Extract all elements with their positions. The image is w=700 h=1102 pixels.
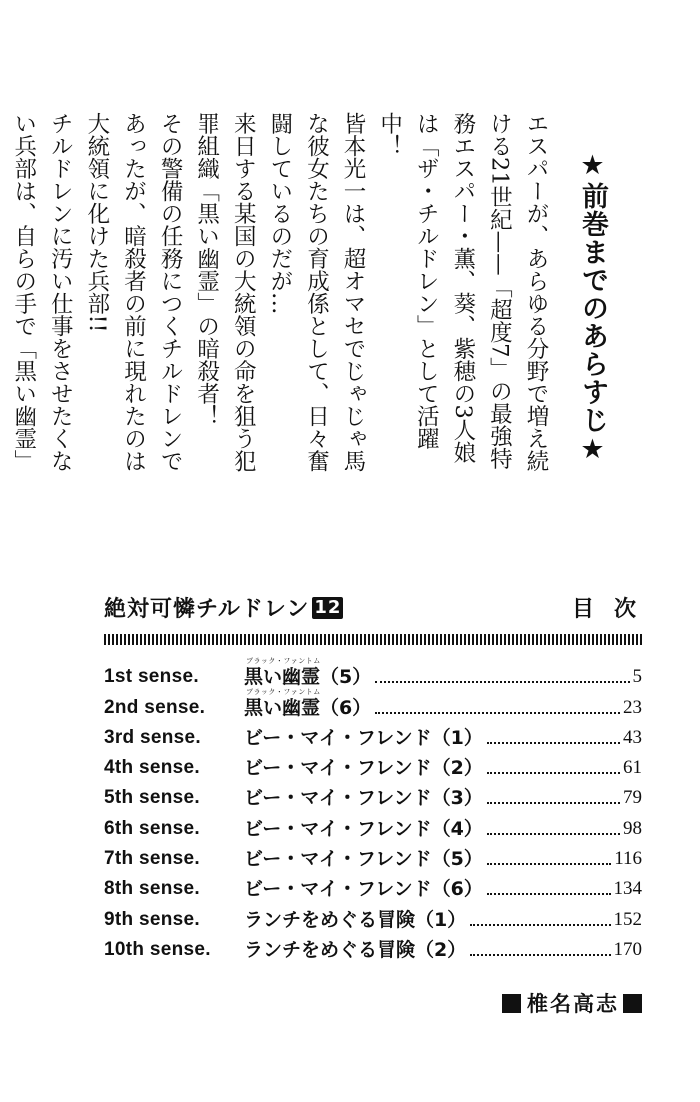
toc-title-wrap: [244, 878, 483, 900]
toc-title: ランチをめぐる冒険（1）: [244, 908, 467, 931]
synopsis-paragraph: エスパーが、あらゆる分野で増え続ける21世紀——「超度7」の最強特務エスパー・薫、葵、紫穂の3人娘は「ザ・チルドレン」として活躍中！: [376, 112, 549, 472]
toc-leader: [487, 863, 611, 865]
toc-entry[interactable]: [104, 749, 642, 779]
toc-entry[interactable]: [104, 870, 642, 900]
author-credit: [502, 988, 642, 1018]
toc-entry[interactable]: [104, 840, 642, 870]
toc-sense-label: 9th sense.: [104, 908, 200, 930]
synopsis-heading: ★前巻までのあらすじ★: [577, 150, 608, 466]
square-bullet-icon: [502, 994, 521, 1013]
toc-entry[interactable]: [104, 779, 642, 809]
square-bullet-icon: [623, 994, 642, 1013]
toc-leader: [487, 802, 620, 804]
toc-page-number: 23: [623, 696, 642, 718]
toc-leader: [470, 924, 610, 926]
toc-sense-label: 7th sense.: [104, 848, 200, 870]
toc-title-wrap: [244, 657, 372, 689]
toc-leader: [487, 742, 620, 744]
toc-title: ランチをめぐる冒険（2）: [244, 938, 467, 961]
toc-page-number: 116: [614, 848, 642, 870]
toc-sense-label: 2nd sense.: [104, 696, 206, 718]
toc-sense-label: 4th sense.: [104, 757, 200, 779]
toc-title-wrap: [244, 818, 483, 840]
toc-entry[interactable]: [104, 931, 642, 961]
toc-page-number: 5: [632, 666, 642, 688]
toc-page-number: 79: [623, 787, 642, 809]
toc-page-number: 61: [623, 757, 642, 779]
toc-title-wrap: [244, 909, 466, 931]
toc-ruby: ブラック・ファントム: [246, 687, 321, 696]
toc-sense-label: 10th sense.: [104, 938, 211, 960]
synopsis: [10, 112, 612, 484]
toc-title: ビー・マイ・フレンド（1）: [244, 726, 483, 749]
toc-title-wrap: [244, 848, 483, 870]
toc-title: ビー・マイ・フレンド（6）: [244, 878, 483, 901]
toc-title: ビー・マイ・フレンド（2）: [244, 757, 483, 780]
toc-page-number: 152: [613, 908, 642, 930]
toc-sense-label: 5th sense.: [104, 787, 200, 809]
toc-ruby: ブラック・ファントム: [246, 657, 321, 666]
volume-badge: 12: [314, 596, 342, 618]
toc-sense-label: 3rd sense.: [104, 726, 201, 748]
toc-title: ビー・マイ・フレンド（3）: [244, 787, 483, 810]
synopsis-body: [0, 112, 554, 484]
toc-entry[interactable]: [104, 658, 642, 688]
toc-title: ビー・マイ・フレンド（5）: [244, 848, 483, 871]
toc-entry[interactable]: [104, 688, 642, 718]
toc-sense-label: 6th sense.: [104, 817, 200, 839]
synopsis-paragraph: 皆本光一は、超オマセでじゃじゃ馬な彼女たちの育成係として、日々奮闘しているのだが…: [266, 112, 367, 472]
toc-sense-label: 8th sense.: [104, 878, 200, 900]
synopsis-paragraph: チルドレンに汚い仕事をさせたくない兵部は、自らの手で「黒い幽霊」: [10, 112, 74, 472]
toc-leader: [470, 954, 610, 956]
toc-header: [104, 592, 656, 628]
toc-title: 黒い幽霊（6）: [244, 696, 372, 719]
book-title-text: 絶対可憐チルドレン: [104, 597, 310, 622]
toc-title-wrap: [244, 687, 372, 719]
toc-title-wrap: [244, 939, 466, 961]
toc-entry[interactable]: [104, 809, 642, 839]
toc-leader: [375, 712, 620, 714]
toc-title: ビー・マイ・フレンド（4）: [244, 817, 483, 840]
toc-title-wrap: [244, 727, 483, 749]
book-title: [104, 592, 343, 623]
toc-title-wrap: [244, 787, 483, 809]
toc-page-number: 170: [613, 938, 642, 960]
toc-entry[interactable]: [104, 900, 642, 930]
toc-leader: [487, 893, 611, 895]
toc-page-number: 134: [613, 878, 642, 900]
toc-list: [104, 658, 642, 961]
toc-leader: [375, 681, 629, 683]
toc-entry[interactable]: [104, 719, 642, 749]
synopsis-paragraph: その警備の任務につくチルドレンであったが、暗殺者の前に現れたのは大統領に化けた兵部!!: [83, 112, 184, 472]
toc-title-wrap: [244, 757, 483, 779]
toc-sense-label: 1st sense.: [104, 666, 199, 688]
synopsis-paragraph: 来日する某国の大統領の命を狙う犯罪組織「黒い幽霊」の暗殺者！: [193, 112, 257, 472]
contents-label: 目次: [571, 597, 656, 622]
author-name: 椎名高志: [527, 992, 619, 1016]
toc-leader: [487, 833, 620, 835]
barcode-divider: [104, 634, 642, 645]
toc-title: 黒い幽霊（5）: [244, 666, 372, 689]
toc-page-number: 43: [623, 726, 642, 748]
toc-leader: [487, 772, 620, 774]
toc-page-number: 98: [623, 817, 642, 839]
